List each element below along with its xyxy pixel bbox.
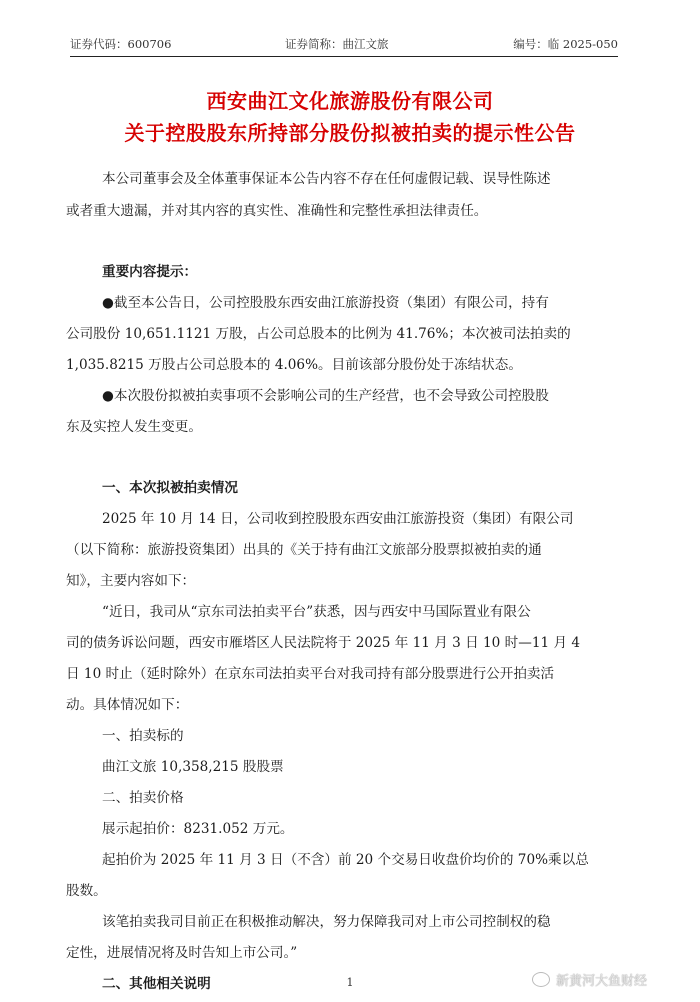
bullet-line: 1,035.8215 万股占公司总股本的 4.06%。目前该部分股份处于冻结状态。 [66, 357, 522, 373]
watermark [532, 970, 647, 989]
announcement-title: 关于控股股东所持部分股份拟被拍卖的提示性公告 [124, 121, 576, 145]
bullet-line: 东及实控人发生变更。 [66, 419, 202, 435]
important-heading: 重要内容提示： [102, 264, 198, 280]
quote-line: 动。具体情况如下： [66, 697, 189, 713]
company-title: 西安曲江文化旅游股份有限公司 [206, 89, 494, 113]
weibo-logo-icon [532, 972, 550, 987]
stock-code: 证券代码：600706 [70, 37, 172, 51]
quote-line: 司的债务诉讼问题，西安市雁塔区人民法院将于 2025 年 11 月 3 日 10 时—11 月 4 [66, 635, 581, 651]
paragraph-line: 该笔拍卖我司目前正在积极推动解决，努力保障我司对上市公司控制权的稳 [102, 914, 551, 930]
sub-heading: 一、拍卖标的 [102, 728, 184, 744]
paragraph-line: 股数。 [66, 883, 107, 899]
paragraph-line: 2025 年 10 月 14 日，公司收到控股股东西安曲江旅游投资（集团）有限公司 [102, 511, 574, 527]
bullet-line: ●本次股份拟被拍卖事项不会影响公司的生产经营，也不会导致公司控股股 [102, 388, 549, 404]
stock-abbreviation: 证券简称：曲江文旅 [285, 37, 389, 51]
page-number: 1 [346, 976, 354, 989]
document-header [70, 34, 618, 57]
announcement-number: 编号：临 2025-050 [513, 37, 618, 51]
paragraph-line: 定性，进展情况将及时告知上市公司。” [66, 945, 298, 961]
paragraph-line: 知》，主要内容如下： [66, 573, 196, 589]
statement-line: 或者重大遗漏，并对其内容的真实性、准确性和完整性承担法律责任。 [66, 203, 488, 219]
watermark-text: 新黄河大鱼财经 [556, 974, 648, 989]
section-heading: 一、本次拟被拍卖情况 [102, 480, 238, 496]
section-heading: 二、其他相关说明 [102, 976, 211, 992]
bullet-line: 公司股份 10,651.1121 万股，占公司总股本的比例为 41.76%；本次被司法拍卖的 [66, 326, 571, 342]
sub-heading: 二、拍卖价格 [102, 790, 184, 806]
quote-line: 日 10 时止（延时除外）在京东司法拍卖平台对我司持有部分股票进行公开拍卖活 [66, 666, 555, 682]
quote-line: “近日，我司从“京东司法拍卖平台”获悉，因与西安中马国际置业有限公 [102, 604, 531, 620]
paragraph-line: 起拍价为 2025 年 11 月 3 日（不含）前 20 个交易日收盘价均价的 70%乘以总 [102, 852, 589, 868]
starting-price: 展示起拍价：8231.052 万元。 [102, 821, 294, 837]
bullet-line: ●截至本公告日，公司控股股东西安曲江旅游投资（集团）有限公司，持有 [102, 295, 549, 311]
statement-line: 本公司董事会及全体董事保证本公告内容不存在任何虚假记载、误导性陈述 [102, 171, 551, 187]
auction-target: 曲江文旅 10,358,215 股股票 [102, 759, 284, 775]
paragraph-line: （以下简称：旅游投资集团）出具的《关于持有曲江文旅部分股票拟被拍卖的通 [66, 542, 542, 558]
